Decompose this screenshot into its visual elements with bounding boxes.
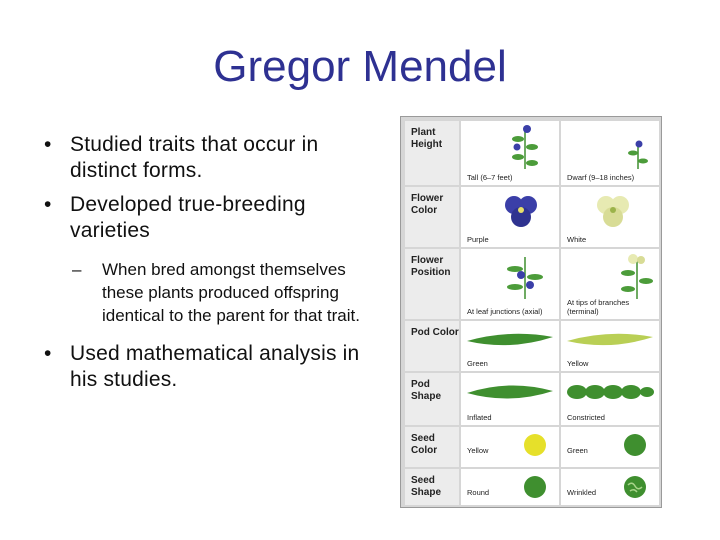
trait-variant-a: [461, 321, 559, 371]
trait-variant-a: [461, 121, 559, 185]
trait-label-cell: [405, 321, 459, 371]
variant-label: Inflated: [467, 413, 492, 422]
variant-label: At leaf junctions (axial): [467, 307, 543, 316]
yellow-seed-icon: [523, 433, 547, 457]
variant-label: Dwarf (9–18 inches): [567, 173, 635, 182]
trait-variant-b: [561, 427, 659, 467]
sub-bullet-item: [44, 258, 374, 327]
green-pod-icon: [465, 329, 555, 349]
variant-label: Round: [467, 488, 490, 497]
trait-variant-a: [461, 469, 559, 505]
trait-name: Flower Position: [411, 255, 451, 278]
bullet-marker: •: [44, 133, 52, 156]
trait-variant-b: [561, 187, 659, 247]
bullet-text: Used mathematical analysis in his studies.: [70, 342, 360, 391]
terminal-flower-icon: [619, 253, 655, 299]
variant-label: Yellow: [467, 446, 489, 455]
bullet-item: [44, 341, 374, 393]
trait-label-cell: [405, 373, 459, 425]
trait-row-flower-color: [405, 187, 659, 247]
variant-label: Green: [467, 359, 488, 368]
trait-name: Pod Color: [411, 327, 459, 338]
bullet-marker: •: [44, 193, 52, 216]
wrinkled-seed-icon: [623, 475, 647, 499]
trait-label-cell: [405, 249, 459, 319]
axial-flower-icon: [505, 255, 545, 299]
trait-row-flower-position: [405, 249, 659, 319]
trait-variant-b: [561, 321, 659, 371]
mendel-traits-figure: [400, 116, 662, 508]
trait-row-pod-shape: [405, 373, 659, 425]
tall-plant-icon: [505, 123, 545, 169]
trait-name: Seed Shape: [411, 475, 442, 498]
trait-label-cell: [405, 121, 459, 185]
trait-variant-a: [461, 373, 559, 425]
bullet-list: [44, 132, 374, 401]
sub-bullet-marker: –: [72, 260, 82, 279]
trait-variant-a: [461, 249, 559, 319]
variant-label: Wrinkled: [567, 488, 597, 497]
trait-row-pod-color: [405, 321, 659, 371]
trait-variant-b: [561, 469, 659, 505]
dwarf-plant-icon: [625, 139, 651, 169]
variant-label: White: [567, 235, 587, 244]
constricted-pod-icon: [565, 381, 655, 403]
trait-row-plant-height: [405, 121, 659, 185]
variant-label: Constricted: [567, 413, 605, 422]
variant-label: Green: [567, 446, 588, 455]
trait-name: Plant Height: [411, 127, 443, 150]
variant-label: Tall (6–7 feet): [467, 173, 513, 182]
round-seed-icon: [523, 475, 547, 499]
purple-flower-icon: [503, 193, 539, 229]
white-flower-icon: [595, 193, 631, 229]
trait-variant-a: [461, 427, 559, 467]
inflated-pod-icon: [465, 381, 555, 403]
bullet-item: [44, 192, 374, 244]
green-seed-icon: [623, 433, 647, 457]
trait-name: Flower Color: [411, 193, 444, 216]
trait-row-seed-shape: [405, 469, 659, 505]
bullet-text: Studied traits that occur in distinct forms.: [70, 133, 319, 182]
sub-bullet-text: When bred amongst themselves these plants produced offspring identical to the parent for that trait.: [102, 260, 360, 325]
trait-name: Seed Color: [411, 433, 438, 456]
trait-label-cell: [405, 187, 459, 247]
trait-label-cell: [405, 469, 459, 505]
variant-label: At tips of branches (terminal): [567, 298, 630, 316]
slide-title: Gregor Mendel: [213, 42, 507, 91]
bullet-text: Developed true-breeding varieties: [70, 193, 306, 242]
trait-variant-a: [461, 187, 559, 247]
variant-label: Yellow: [567, 359, 589, 368]
yellow-pod-icon: [565, 329, 655, 349]
bullet-marker: •: [44, 342, 52, 365]
trait-row-seed-color: [405, 427, 659, 467]
trait-variant-b: [561, 121, 659, 185]
trait-variant-b: [561, 249, 659, 319]
trait-label-cell: [405, 427, 459, 467]
trait-variant-b: [561, 373, 659, 425]
bullet-item: [44, 132, 374, 184]
trait-name: Pod Shape: [411, 379, 442, 402]
variant-label: Purple: [467, 235, 489, 244]
